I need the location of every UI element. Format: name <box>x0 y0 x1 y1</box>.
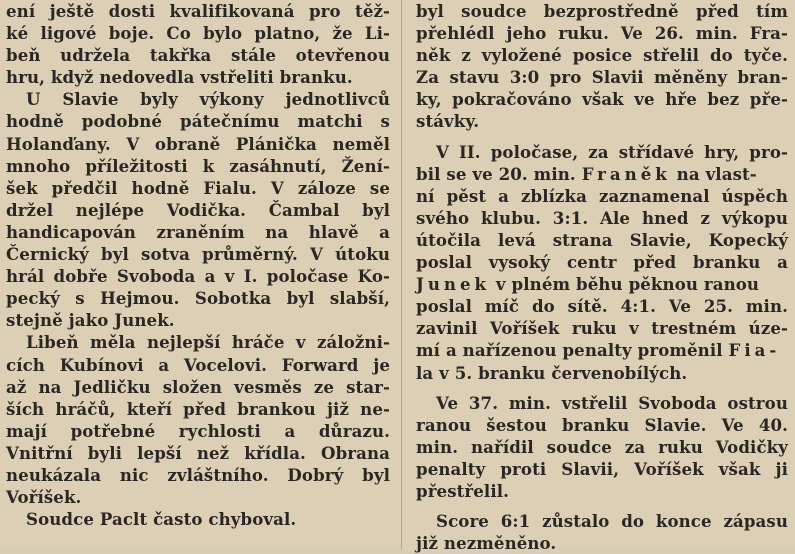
line-text-after: na vlast- <box>670 163 757 184</box>
text-line <box>416 251 788 273</box>
text-line <box>6 22 390 44</box>
line-text: ení ještě dosti kvalifikovaná pro těž- <box>6 1 390 21</box>
text-line <box>416 44 788 66</box>
left-column <box>6 0 390 550</box>
line-text: stávky. <box>416 111 480 132</box>
line-text: mnoho příležitosti k zasáhnutí, Žení- <box>6 155 390 176</box>
text-line <box>416 392 788 414</box>
paragraph-gap <box>416 384 788 392</box>
right-column <box>416 0 788 554</box>
text-line <box>6 133 390 155</box>
line-text: poslal míč do sítě. 4:1. Ve 25. min. <box>416 296 788 317</box>
line-text: útočila levá strana Slavie, Kopecký <box>416 229 788 250</box>
line-text: mají potřebné rychlosti a důrazu. <box>6 420 390 441</box>
text-line <box>6 44 390 66</box>
line-text: Černický byl sotva průměrný. V útoku <box>6 244 390 265</box>
text-line <box>416 295 788 317</box>
text-line <box>416 141 788 163</box>
line-text: min. nařídil soudce za ruku Vodičky <box>416 436 788 457</box>
text-line <box>6 110 390 132</box>
line-text: penalty proti Slavii, Voříšek však ji <box>416 458 788 479</box>
text-line <box>6 243 390 265</box>
text-line <box>416 185 788 207</box>
line-text: až na Jedličku složen vesměs ze star- <box>6 376 390 397</box>
text-line <box>6 66 390 88</box>
text-line <box>416 458 788 480</box>
line-text: hodně podobné pátečnímu matchi s <box>6 111 390 132</box>
line-text: hrál dobře Svoboda a v I. poločase Ko- <box>6 266 390 287</box>
text-line <box>416 22 788 44</box>
text-line <box>6 155 390 177</box>
text-line <box>416 66 788 88</box>
line-text: již nezměněno. <box>416 533 557 554</box>
line-text: byl soudce bezprostředně před tím <box>416 1 788 21</box>
line-text: stejně jako Junek. <box>6 310 175 331</box>
text-line <box>6 88 390 110</box>
line-text: zavinil Voříšek ruku v trestném úze- <box>416 318 788 339</box>
line-text: Voříšek. <box>6 487 82 508</box>
text-line <box>6 508 390 530</box>
column-divider <box>401 0 402 550</box>
line-text: ranou šestou branku Slavie. Ve 40. <box>416 414 788 435</box>
line-text: přestřelil. <box>416 480 509 501</box>
spaced-name: Junek <box>416 274 491 295</box>
line-text: la v 5. branku červenobílých. <box>416 362 688 383</box>
text-line <box>6 398 390 420</box>
line-text: Score 6:1 zůstalo do konce zápasu <box>436 511 788 532</box>
line-text: beň udržela takřka stále otevřenou <box>6 45 390 66</box>
text-line <box>416 229 788 251</box>
text-line <box>416 362 788 384</box>
line-text: přehlédl jeho ruku. Ve 26. min. Fra- <box>416 23 788 44</box>
line-text: hru, když nedovedla vstřeliti branku. <box>6 67 353 88</box>
line-text: Vnitřní byli lepší než křídla. Obrana <box>6 442 390 463</box>
line-text: Ve 37. min. vstřelil Svoboda ostrou <box>436 392 788 413</box>
text-line <box>416 532 788 554</box>
line-text: svého klubu. 3:1. Ale hned z výkopu <box>416 207 788 228</box>
line-text: Za stavu 3:0 pro Slavii měněny bran- <box>416 67 788 88</box>
text-line <box>416 414 788 436</box>
text-line <box>416 317 788 339</box>
line-text: pecký s Hejmou. Sobotka byl slabší, <box>6 288 390 309</box>
line-text: ky, pokračováno však ve hře bez pře- <box>416 89 788 110</box>
line-text: něk z vyložené posice střelil do tyče. <box>416 45 788 66</box>
spaced-name: Franěk <box>581 163 671 184</box>
text-line <box>6 265 390 287</box>
line-text: mí a nařízenou penalty proměnil <box>416 340 723 361</box>
text-line <box>6 199 390 221</box>
text-line <box>6 331 390 353</box>
text-line <box>6 376 390 398</box>
text-line <box>416 110 788 132</box>
line-text: bil se ve 20. min. <box>416 163 576 184</box>
line-text-after: v plném běhu pěknou ranou <box>490 274 760 295</box>
line-text: V II. poločase, za střídavé hry, pro- <box>436 141 788 162</box>
line-text: držel nejlépe Vodička. Čambal byl <box>6 199 390 220</box>
text-line <box>6 464 390 486</box>
text-line <box>416 339 788 361</box>
text-line <box>6 0 390 22</box>
spaced-name: Fia- <box>728 340 781 361</box>
text-line <box>416 207 788 229</box>
text-line <box>416 480 788 502</box>
text-line <box>416 0 788 22</box>
text-line <box>6 221 390 243</box>
line-text: Soudce Paclt často chyboval. <box>26 509 297 530</box>
line-text: šek předčil hodně Fialu. V záloze se <box>6 177 390 198</box>
line-text: neukázala nic zvláštního. Dobrý byl <box>6 464 390 485</box>
line-text: poslal vysoký centr před branku a <box>416 252 788 273</box>
text-line <box>6 442 390 464</box>
text-line <box>6 309 390 331</box>
paragraph-gap <box>416 133 788 141</box>
text-line <box>6 486 390 508</box>
paragraph-gap <box>416 502 788 510</box>
text-line <box>416 273 788 295</box>
text-line <box>6 420 390 442</box>
line-text: handicapován zraněním na hlavě a <box>6 221 390 242</box>
text-line <box>6 354 390 376</box>
line-text: Libeň měla nejlepší hráče v záložni- <box>26 332 390 353</box>
text-line <box>6 177 390 199</box>
text-line <box>416 510 788 532</box>
line-text: Holanďany. V obraně Plánička neměl <box>6 133 390 154</box>
line-text: ké ligové boje. Co bylo platno, že Li- <box>6 23 390 44</box>
line-text: ších hráčů, kteří před brankou již ne- <box>6 398 390 419</box>
text-line <box>416 436 788 458</box>
text-line <box>416 163 788 185</box>
line-text: cích Kubínovi a Vocelovi. Forward je <box>6 354 390 375</box>
line-text: ní pěst a zblízka zaznamenal úspěch <box>416 185 788 206</box>
line-text: U Slavie byly výkony jednotlivců <box>26 89 390 110</box>
text-line <box>6 287 390 309</box>
text-line <box>416 88 788 110</box>
